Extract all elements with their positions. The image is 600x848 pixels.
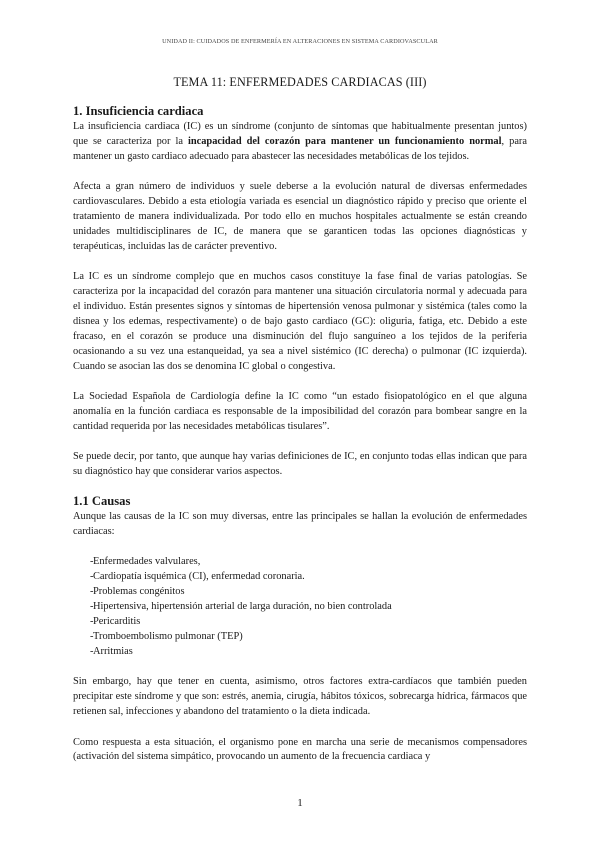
page-number: 1 — [297, 797, 303, 809]
list-item-text: Pericarditis — [93, 616, 141, 628]
list-item-text: Enfermedades valvulares, — [93, 556, 201, 568]
list-bullet: - — [90, 571, 94, 583]
paragraph-text: La insuficiencia cardiaca (IC) es un síndrome (conjunto de síntomas que habitualmente presentan juntos) que se caracteriza por la — [73, 121, 527, 147]
causes-list — [73, 555, 527, 659]
list-bullet: - — [90, 601, 94, 613]
running-header: UNIDAD II: CUIDADOS DE ENFERMERÍA EN ALTERACIONES EN SISTEMA CARDIOVASCULAR — [162, 38, 438, 45]
list-bullet: - — [90, 556, 94, 568]
list-item — [73, 555, 527, 570]
section-heading-insuficiencia: 1. Insuficiencia cardiaca — [73, 104, 204, 118]
list-item — [73, 645, 527, 660]
paragraph-causes-intro: Aunque las causas de la IC son muy diversas, entre las principales se hallan la evolución de enfermedades cardiacas: — [73, 511, 527, 538]
list-item — [73, 585, 527, 600]
list-item — [73, 630, 527, 645]
list-item-text: Problemas congénitos — [93, 586, 185, 598]
list-item-text: Tromboembolismo pulmonar (TEP) — [93, 630, 243, 642]
emphasis-text: incapacidad del corazón para mantener un funcionamiento normal — [187, 135, 502, 147]
list-item — [73, 600, 527, 615]
page-title: TEMA 11: ENFERMEDADES CARDIACAS (III) — [173, 75, 427, 89]
list-item-text: Arritmias — [93, 645, 133, 657]
paragraph-conclusion: Se puede decir, por tanto, que aunque hay varias definiciones de IC, en conjunto todas ellas indican que para su diagnóstico hay que considerar varios aspectos. — [73, 451, 527, 478]
paragraph-compensation: Como respuesta a esta situación, el organismo pone en marcha una serie de mecanismos compensadores (activación del sistema simpático, provocando un aumento de la frecuencia cardiaca y — [73, 736, 527, 763]
paragraph-extra-factors: Sin embargo, hay que tener en cuenta, asimismo, otros factores extra-cardíacos que también pueden precipitar este síndrome y que son: estrés, anemia, cirugía, hábitos tóxicos, sobrecarga hídrica, fármacos que retienen sal, infecciones y abandono del tratamiento o la dieta indicada. — [73, 676, 527, 718]
list-bullet: - — [90, 645, 94, 657]
list-bullet: - — [90, 630, 94, 642]
list-item — [73, 615, 527, 630]
section-heading-causas: 1.1 Causas — [73, 494, 131, 509]
list-item-text: Cardiopatía isquémica (CI), enfermedad coronaria. — [93, 571, 305, 583]
paragraph-definition — [73, 120, 527, 165]
list-bullet: - — [90, 586, 94, 598]
paragraph-epidemiology: Afecta a gran número de individuos y suele deberse a la evolución natural de diversas enfermedades cardiovasculares. Debido a esta etiología variada es esencial un diagnóstico rápido y preciso que oriente el tratamiento de manera individualizada. Por todo ello en muchos hospitales actualmente se están creando unidades multidisciplinares de IC, de manera que se garanticen todas las opciones diagnósticas y terapéuticas, incluidas las de carácter preventivo. — [73, 181, 527, 252]
list-item — [73, 570, 527, 585]
document-body — [73, 103, 527, 765]
paragraph-text: , para mantener un gasto cardiaco adecuado para abastecer las necesidades metabólicas de los tejidos. — [73, 135, 527, 162]
paragraph-sec-definition: La Sociedad Española de Cardiología define la IC como “un estado fisiopatológico en el que alguna anomalía en la función cardiaca es responsable de la imposibilidad del corazón para bombear sangre en la cantidad requerida por las necesidades metabólicas tisulares”. — [73, 391, 527, 432]
list-item-text: Hipertensiva, hipertensión arterial de larga duración, no bien controlada — [93, 601, 392, 613]
list-bullet: - — [90, 616, 94, 628]
paragraph-syndrome: La IC es un síndrome complejo que en muchos casos constituye la fase final de varias patologías. Se caracteriza por la incapacidad del corazón para mantener una situación circulatoria normal y adecuada para el individuo. Están presentes signos y síntomas de hipertensión venosa pulmonar y sistémica (tales como la disnea y los edemas, respectivamente) o de bajo gasto cardiaco (GC): oliguria, fatiga, etc. Debido a este fracaso, en el corazón se produce una disminución del flujo sanguíneo a los tejidos de la periferia ocasionando a su vez una estanqueidad, ya sea a nivel sistémico (IC derecha) o pulmonar (IC izquierda). Cuando se asocian las dos se denomina IC global o congestiva. — [73, 271, 527, 372]
